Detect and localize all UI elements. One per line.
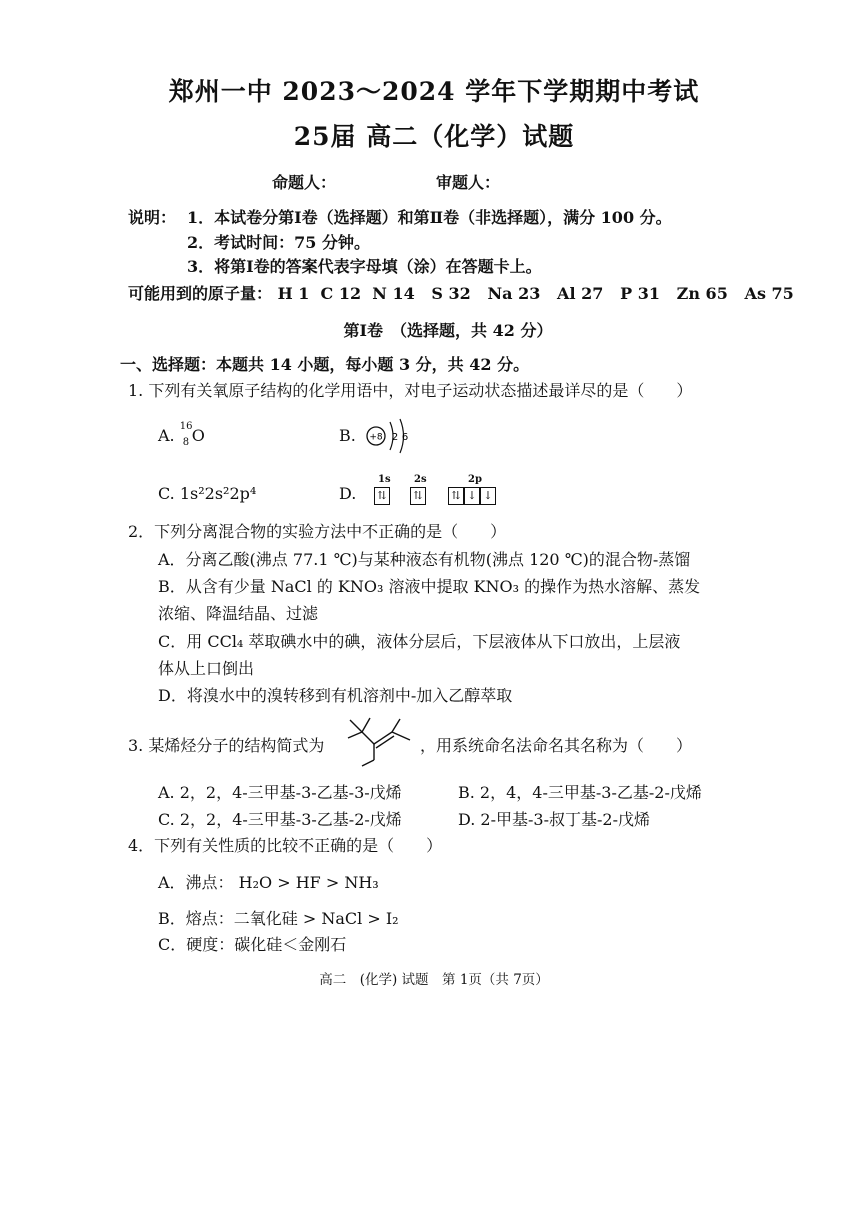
orbital-2p-label: 2p [468, 474, 482, 485]
nucleus-charge: +8 [369, 432, 383, 443]
orbital-2s-box: ⇅ [410, 487, 426, 505]
q3-option-a: A. 2，2，4-三甲基-3-乙基-3-戊烯 [158, 783, 402, 802]
q4-option-a: A．沸点： H₂O > HF > NH₃ [158, 873, 379, 892]
q1-option-a [158, 420, 205, 448]
q4-option-c: C．硬度：碳化硅＜金刚石 [158, 935, 347, 954]
q1-option-b-label: B. [339, 426, 356, 445]
q2-option-c-line1: C．用 CCl₄ 萃取碘水中的碘，液体分层后，下层液体从下口放出，上层液 [158, 632, 681, 651]
orbital-1s-box: ⇅ [374, 487, 390, 505]
shell-2-count: 6 [401, 432, 409, 443]
orbital-2p-box-2: ↓ [464, 487, 480, 505]
page-footer: 高二 (化学) 试题 第 1页（共 7页） [319, 972, 549, 988]
orbital-2s-label: 2s [414, 474, 427, 485]
question-3-stem-end: ，用系统命名法命名其名称为（ ） [420, 736, 693, 755]
reviewer-label: 审题人： [436, 173, 501, 192]
q3-option-c: C. 2，2，4-三甲基-3-乙基-2-戊烯 [158, 810, 402, 829]
orbital-2p-box-3: ↓ [480, 487, 496, 505]
orbital-2p-box-1: ⇅ [448, 487, 464, 505]
instruction-item-3: 3．将第Ⅰ卷的答案代表字母填（涂）在答题卡上。 [187, 257, 542, 276]
q1-option-b [339, 426, 356, 445]
question-1-stem: 1. 下列有关氧原子结构的化学用语中，对电子运动状态描述最详尽的是（ ） [128, 381, 693, 400]
orbital-1s-label: 1s [378, 474, 391, 485]
exam-subtitle: 25届 高二（化学）试题 [293, 122, 575, 151]
proposer-label: 命题人： [272, 173, 337, 192]
q3-option-b: B. 2，4，4-三甲基-3-乙基-2-戊烯 [458, 783, 702, 802]
instructions-label: 说明： [128, 208, 177, 227]
q1-a-atomic-number: 8 [182, 436, 190, 448]
atomic-structure-diagram [364, 416, 414, 456]
q2-option-b-line2: 浓缩、降温结晶、过滤 [158, 604, 319, 623]
shell-1-count: 2 [391, 432, 399, 443]
instruction-item-1: 1．本试卷分第Ⅰ卷（选择题）和第Ⅱ卷（非选择题），满分 100 分。 [187, 208, 672, 227]
q4-option-b: B．熔点：二氧化硅 > NaCl > I₂ [158, 909, 399, 928]
q1-a-mass-number: 16 [179, 420, 193, 432]
q1-option-d [339, 484, 356, 503]
q1-option-c: C. 1s²2s²2p⁴ [158, 484, 257, 503]
question-4-stem: 4．下列有关性质的比较不正确的是（ ） [128, 836, 443, 855]
q2-option-d: D．将溴水中的溴转移到有机溶剂中-加入乙醇萃取 [158, 686, 513, 705]
q3-option-d: D. 2-甲基-3-叔丁基-2-戊烯 [458, 810, 651, 829]
instruction-item-2: 2．考试时间：75 分钟。 [187, 233, 370, 252]
q1-option-a-label: A. [158, 426, 175, 445]
question-2-stem: 2．下列分离混合物的实验方法中不正确的是（ ） [128, 522, 507, 541]
atomic-masses: 可能用到的原子量： H 1 C 12 N 14 S 32 Na 23 Al 27 P 31 Zn 65 As 75 [128, 284, 794, 303]
q2-option-c-line2: 体从上口倒出 [158, 659, 255, 678]
q1-a-symbol: O [191, 426, 205, 445]
orbital-diagram [370, 474, 510, 510]
q2-option-b-line1: B．从含有少量 NaCl 的 KNO₃ 溶液中提取 KNO₃ 的操作为热水溶解、蒸发 [158, 577, 701, 596]
alkene-skeletal-structure [340, 716, 420, 768]
q2-option-a: A．分离乙酸(沸点 77.1 ℃)与某种液态有机物(沸点 120 ℃)的混合物-蒸馏 [158, 550, 691, 569]
exam-title: 郑州一中 2023～2024 学年下学期期中考试 [168, 77, 700, 106]
q1-option-d-label: D. [339, 484, 357, 503]
section-subtitle: 一、选择题：本题共 14 小题，每小题 3 分，共 42 分。 [120, 355, 530, 374]
section-title: 第Ⅰ卷 （选择题，共 42 分） [343, 321, 553, 340]
question-3-stem-start: 3. 某烯烃分子的结构简式为 [128, 736, 325, 755]
